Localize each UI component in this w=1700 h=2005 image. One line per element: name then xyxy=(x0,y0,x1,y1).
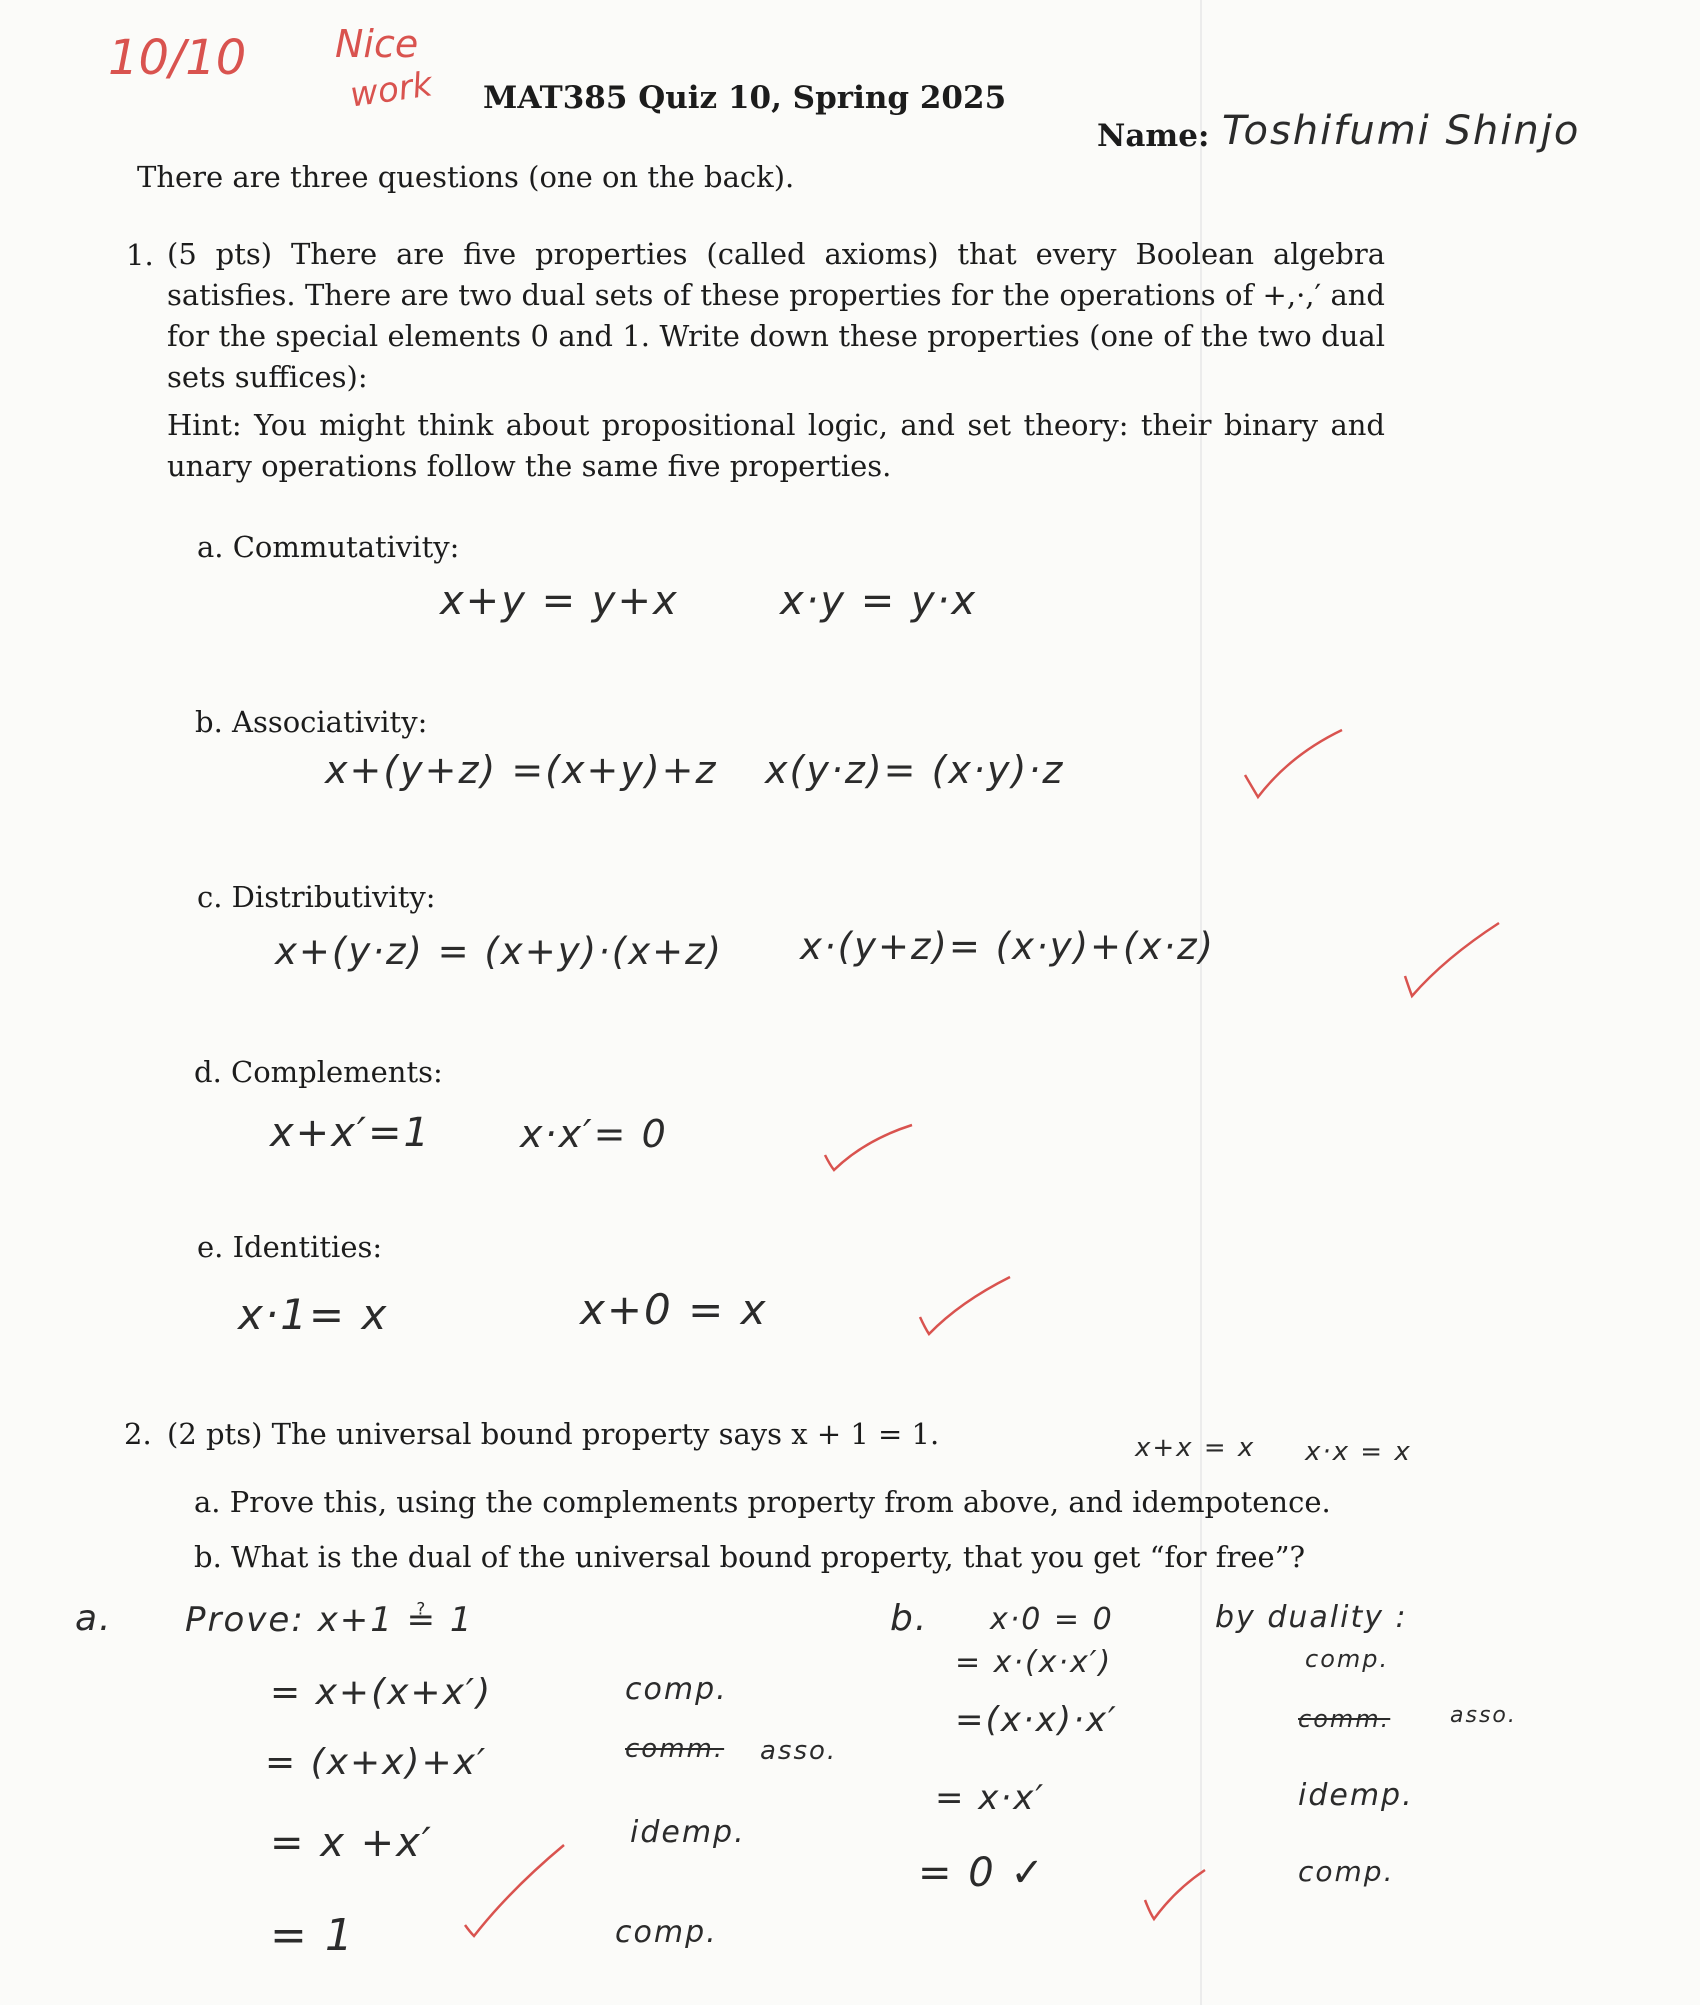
q1e-label: e. Identities: xyxy=(197,1230,383,1264)
q1d-answer-1: x+x′=1 xyxy=(270,1110,431,1156)
q2b-prompt: b. What is the dual of the universal bound property, that you get “for free”? xyxy=(194,1540,1306,1574)
proof-b-reason: asso. xyxy=(1450,1703,1517,1728)
proof-b-line: = x·(x·x′) xyxy=(955,1645,1113,1680)
proof-b-reason: comp. xyxy=(1305,1645,1390,1673)
q1a-label: a. Commutativity: xyxy=(197,530,460,564)
q1b-answer-1: x+(y+z) =(x+y)+z xyxy=(325,748,718,792)
grader-note-top: Nice xyxy=(335,22,419,66)
q2-side-note-1: x+x = x xyxy=(1135,1433,1256,1463)
proof-a-line: = 1 xyxy=(270,1910,355,1961)
q1c-label: c. Distributivity: xyxy=(197,880,436,914)
q1-text: (5 pts) There are five properties (called axioms) that every Boolean algebra satisfies. There are two dual sets of these properties for the operations of +,·,′ and for the special elements 0 and 1. Write down these properties (one of the two dual sets suffices): xyxy=(167,237,1385,394)
proof-a-reason: comp. xyxy=(625,1672,728,1707)
q2-number: 2. xyxy=(124,1417,152,1451)
proof-b-reason: comp. xyxy=(1298,1855,1395,1888)
proof-b-line: = x·x′ xyxy=(935,1778,1046,1818)
check-mark-icon xyxy=(820,1120,920,1175)
proof-b-line: = 0 ✓ xyxy=(918,1850,1046,1896)
q2-side-note-2: x·x = x xyxy=(1305,1437,1412,1467)
q1e-answer-2: x+0 = x xyxy=(580,1285,768,1334)
grader-note-bottom: work xyxy=(347,64,435,116)
q1c-answer-1: x+(y·z) = (x+y)·(x+z) xyxy=(275,930,723,973)
proof-a-reason: idemp. xyxy=(630,1815,746,1850)
intro-text: There are three questions (one on the back). xyxy=(137,160,795,194)
q1e-answer-1: x·1= x xyxy=(238,1290,389,1339)
proof-b-reason: idemp. xyxy=(1298,1778,1414,1813)
q1d-answer-2: x·x′= 0 xyxy=(520,1112,668,1156)
proof-a-reason: asso. xyxy=(760,1736,838,1766)
proof-b-label: b. xyxy=(890,1598,929,1639)
q1d-label: d. Complements: xyxy=(194,1055,443,1089)
q2a-prompt: a. Prove this, using the complements property from above, and idempotence. xyxy=(194,1485,1331,1519)
check-mark-icon xyxy=(915,1272,1015,1337)
proof-a-line: = x +x′ xyxy=(270,1820,433,1866)
q1-number: 1. xyxy=(126,238,154,272)
check-mark-icon xyxy=(460,1840,570,1940)
q1-hint: Hint: You might think about propositional logic, and set theory: their binary and unary operations follow the same five properties. xyxy=(167,408,1385,483)
proof-a-label: a. xyxy=(75,1598,113,1639)
proof-b-note: by duality : xyxy=(1215,1600,1408,1635)
q2-text: (2 pts) The universal bound property says x + 1 = 1. xyxy=(167,1417,940,1451)
score: 10/10 xyxy=(108,30,247,86)
proof-a-line: = (x+x)+x′ xyxy=(265,1742,488,1783)
proof-b-line: =(x·x)·x′ xyxy=(955,1700,1118,1740)
q1b-answer-2: x(y·z)= (x·y)·z xyxy=(765,748,1065,792)
q1a-answer-1: x+y = y+x xyxy=(440,578,679,624)
quiz-title: MAT385 Quiz 10, Spring 2025 xyxy=(483,80,1007,116)
check-mark-icon xyxy=(1240,725,1350,805)
proof-a-line: = x+(x+x′) xyxy=(270,1672,493,1713)
q1b-label: b. Associativity: xyxy=(195,705,428,739)
student-name: Toshifumi Shinjo xyxy=(1222,108,1581,154)
proof-a-reason: comp. xyxy=(615,1915,718,1950)
q1a-answer-2: x·y = y·x xyxy=(780,578,978,624)
proof-a-line: Prove: x+1 ≟ 1 xyxy=(185,1600,474,1640)
check-mark-icon xyxy=(1140,1865,1210,1925)
name-label: Name: xyxy=(1097,118,1210,154)
proof-a-struck-reason: comm. xyxy=(625,1734,725,1764)
check-mark-icon xyxy=(1395,918,1505,1003)
proof-b-struck-reason: comm. xyxy=(1298,1705,1391,1733)
proof-b-first: x·0 = 0 xyxy=(990,1602,1114,1637)
q1c-answer-2: x·(y+z)= (x·y)+(x·z) xyxy=(800,925,1215,968)
